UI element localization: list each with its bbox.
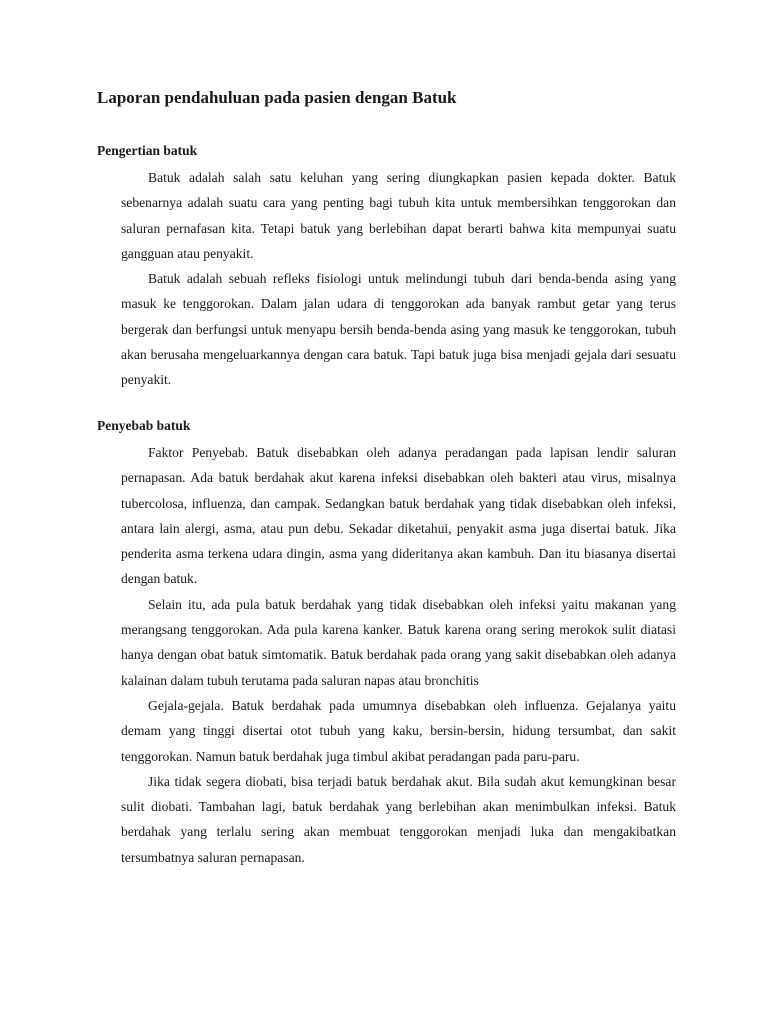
section-heading: Pengertian batuk [97, 143, 198, 158]
section-heading: Penyebab batuk [97, 418, 191, 433]
document-title: Laporan pendahuluan pada pasien dengan Batuk [97, 88, 457, 107]
paragraph: Gejala-gejala. Batuk berdahak pada umumnya disebabkan oleh influenza. Gejalanya yaitu demam yang tinggi disertai otot tubuh yang kaku, bersin-bersin, hidung tersumbat, dan sakit tenggorokan. Namun batuk berdahak juga timbul akibat peradangan pada paru-paru. [121, 697, 676, 764]
paragraph: Selain itu, ada pula batuk berdahak yang tidak disebabkan oleh infeksi yaitu makanan yang merangsang tenggorokan. Ada pula karena kanker. Batuk karena orang sering merokok sulit diatasi hanya dengan obat batuk simtomatik. Batuk berdahak pada orang yang sakit disebabkan oleh adanya kalainan dalam tubuh terutama pada saluran napas atau bronchitis [121, 596, 676, 688]
paragraph: Batuk adalah sebuah refleks fisiologi untuk melindungi tubuh dari benda-benda asing yang masuk ke tenggorokan. Dalam jalan udara di tenggorokan ada banyak rambut getar yang terus bergerak dan berfungsi untuk menyapu bersih benda-benda asing yang masuk ke tenggorokan, tubuh akan berusaha mengeluarkannya dengan cara batuk. Tapi batuk juga bisa menjadi gejala dari sesuatu penyakit. [121, 271, 676, 388]
paragraph: Batuk adalah salah satu keluhan yang sering diungkapkan pasien kepada dokter. Batuk sebenarnya adalah suatu cara yang penting bagi tubuh kita untuk membersihkan tenggorokan dan saluran pernafasan kita. Tetapi batuk yang berlebihan dapat berarti bahwa kita mempunyai suatu gangguan atau penyakit. [121, 170, 676, 261]
section-penyebab-batuk [97, 416, 676, 870]
paragraph: Jika tidak segera diobati, bisa terjadi batuk berdahak akut. Bila sudah akut kemungkinan besar sulit diobati. Tambahan lagi, batuk berdahak yang berlebihan akan menimbulkan infeksi. Batuk berdahak yang terlalu sering akan membuat tenggorokan menjadi luka dan mengakibatkan tersumbatnya saluran pernapasan. [121, 773, 676, 865]
section-pengertian-batuk [97, 141, 676, 393]
section-body [121, 165, 676, 393]
section-body [121, 440, 676, 870]
paragraph: Faktor Penyebab. Batuk disebabkan oleh adanya peradangan pada lapisan lendir saluran pernapasan. Ada batuk berdahak akut karena infeksi disebabkan oleh bakteri atau virus, misalnya tubercolosa, influenza, dan campak. Sedangkan batuk berdahak yang tidak disebabkan oleh infeksi, antara lain alergi, asma, atau pun debu. Sekadar diketahui, penyakit asma juga disertai batuk. Jika penderita asma terkena udara dingin, asma yang dideritanya akan kambuh. Dan itu biasanya disertai dengan batuk. [121, 445, 676, 587]
